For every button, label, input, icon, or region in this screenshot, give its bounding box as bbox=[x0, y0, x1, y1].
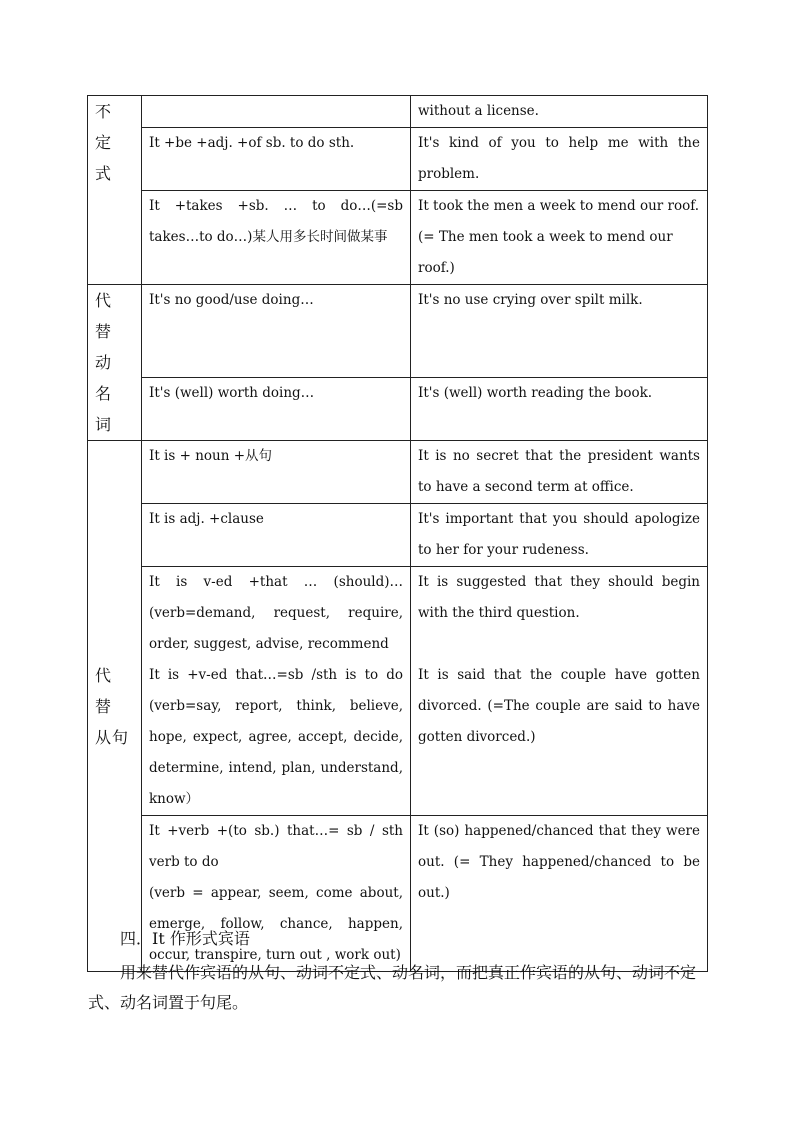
pattern-text: It +verb +(to sb.) that…= sb / sth verb to do bbox=[149, 823, 403, 870]
example-cell: It is no secret that the president wants to have a second term at office. bbox=[411, 441, 708, 504]
pattern-cell: It is + noun +从句 bbox=[142, 441, 411, 504]
pattern-cell: It +be +adj. +of sb. to do sth. bbox=[142, 128, 411, 191]
example-text: It is said that the couple have gotten divorced. (=The couple are said to have gotten divorced.) bbox=[418, 667, 700, 745]
example-cell: without a license. bbox=[411, 96, 708, 128]
section-paragraph: 用来替代作宾语的从句、动词不定式、动名词，而把真正作宾语的从句、动词不定式、动名词置于句尾。 bbox=[88, 963, 697, 1012]
table-row bbox=[88, 441, 708, 504]
table-row bbox=[88, 378, 708, 441]
category-gerund: 代 替 动 名 词 bbox=[88, 285, 142, 441]
category-clause: 代 替 从句 bbox=[88, 441, 142, 972]
pattern-text: (verb = appear, seem, come about, emerge, follow, chance, happen, occur, transpire, turn out , work out) bbox=[149, 885, 403, 963]
example-text: It is suggested that they should begin with the third question. bbox=[418, 574, 700, 621]
pattern-cell: It's no good/use doing… bbox=[142, 285, 411, 378]
example-cell: It's (well) worth reading the book. bbox=[411, 378, 708, 441]
pattern-cell: It +takes +sb. … to do…(=sb takes…to do…)某人用多长时间做某事 bbox=[142, 191, 411, 285]
pattern-cell: It's (well) worth doing… bbox=[142, 378, 411, 441]
pattern-cell: It is adj. +clause bbox=[142, 504, 411, 567]
example-cell: It's no use crying over spilt milk. bbox=[411, 285, 708, 378]
table-row bbox=[88, 285, 708, 378]
example-cell: It's important that you should apologize to her for your rudeness. bbox=[411, 504, 708, 567]
table-row bbox=[88, 567, 708, 816]
example-cell: It's kind of you to help me with the problem. bbox=[411, 128, 708, 191]
category-infinitive: 不 定 式 bbox=[88, 96, 142, 285]
example-cell: It took the men a week to mend our roof. (= The men took a week to mend our roof.) bbox=[411, 191, 708, 285]
example-cell: It (so) happened/chanced that they were out. (= They happened/chanced to be out.) bbox=[411, 816, 708, 972]
pattern-cell bbox=[142, 567, 411, 816]
table-row bbox=[88, 504, 708, 567]
section-heading: 四．It 作形式宾语 bbox=[120, 929, 250, 948]
table-row bbox=[88, 128, 708, 191]
grammar-table bbox=[87, 95, 708, 972]
pattern-text: It is v-ed +that … (should)… (verb=demand, request, require, order, suggest, advise, recommend bbox=[149, 574, 403, 652]
pattern-text: It is +v-ed that…=sb /sth is to do (verb=say, report, think, believe, hope, expect, agree, accept, decide, determine, intend, plan, understand, know） bbox=[149, 667, 403, 807]
example-cell bbox=[411, 567, 708, 816]
table-row bbox=[88, 191, 708, 285]
table-row bbox=[88, 96, 708, 128]
spacer bbox=[418, 629, 700, 660]
pattern-cell bbox=[142, 96, 411, 128]
